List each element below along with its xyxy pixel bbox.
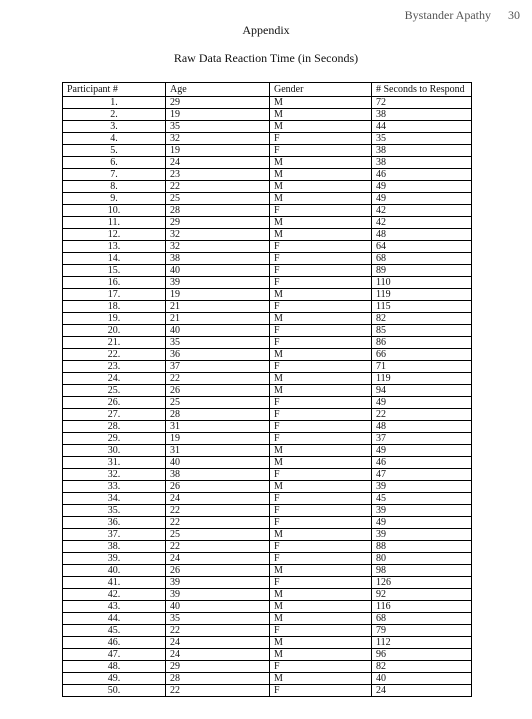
cell-age: 24 — [166, 157, 270, 169]
cell-participant: 36. — [63, 517, 166, 529]
cell-participant: 34. — [63, 493, 166, 505]
cell-participant: 25. — [63, 385, 166, 397]
cell-age: 25 — [166, 397, 270, 409]
cell-age: 25 — [166, 193, 270, 205]
cell-gender: F — [270, 421, 372, 433]
cell-age: 22 — [166, 685, 270, 697]
cell-seconds: 49 — [372, 445, 472, 457]
cell-participant: 29. — [63, 433, 166, 445]
cell-gender: M — [270, 217, 372, 229]
cell-age: 29 — [166, 97, 270, 109]
cell-gender: M — [270, 649, 372, 661]
cell-seconds: 98 — [372, 565, 472, 577]
cell-participant: 9. — [63, 193, 166, 205]
cell-gender: M — [270, 385, 372, 397]
table-row — [63, 265, 472, 277]
cell-gender: F — [270, 277, 372, 289]
cell-seconds: 49 — [372, 397, 472, 409]
cell-age: 37 — [166, 361, 270, 373]
cell-seconds: 119 — [372, 373, 472, 385]
cell-age: 19 — [166, 289, 270, 301]
cell-participant: 23. — [63, 361, 166, 373]
table-row — [63, 649, 472, 661]
cell-seconds: 35 — [372, 133, 472, 145]
table-row — [63, 445, 472, 457]
cell-gender: M — [270, 181, 372, 193]
cell-seconds: 115 — [372, 301, 472, 313]
table-row — [63, 433, 472, 445]
cell-age: 22 — [166, 625, 270, 637]
cell-gender: F — [270, 253, 372, 265]
cell-seconds: 79 — [372, 625, 472, 637]
cell-seconds: 38 — [372, 145, 472, 157]
cell-gender: M — [270, 313, 372, 325]
cell-age: 35 — [166, 613, 270, 625]
cell-participant: 41. — [63, 577, 166, 589]
cell-gender: M — [270, 529, 372, 541]
cell-age: 24 — [166, 649, 270, 661]
cell-participant: 42. — [63, 589, 166, 601]
cell-age: 28 — [166, 409, 270, 421]
cell-participant: 39. — [63, 553, 166, 565]
cell-gender: M — [270, 589, 372, 601]
table-row — [63, 481, 472, 493]
cell-age: 19 — [166, 109, 270, 121]
cell-age: 19 — [166, 433, 270, 445]
cell-participant: 33. — [63, 481, 166, 493]
cell-seconds: 64 — [372, 241, 472, 253]
cell-age: 38 — [166, 253, 270, 265]
table-row — [63, 529, 472, 541]
cell-participant: 30. — [63, 445, 166, 457]
table-row — [63, 289, 472, 301]
cell-seconds: 38 — [372, 109, 472, 121]
cell-seconds: 42 — [372, 205, 472, 217]
table-row — [63, 229, 472, 241]
cell-gender: F — [270, 685, 372, 697]
cell-seconds: 112 — [372, 637, 472, 649]
cell-gender: M — [270, 121, 372, 133]
table-row — [63, 217, 472, 229]
cell-gender: F — [270, 133, 372, 145]
cell-seconds: 110 — [372, 277, 472, 289]
cell-seconds: 46 — [372, 169, 472, 181]
cell-age: 35 — [166, 337, 270, 349]
cell-participant: 44. — [63, 613, 166, 625]
cell-gender: F — [270, 661, 372, 673]
cell-gender: M — [270, 373, 372, 385]
cell-gender: M — [270, 97, 372, 109]
table-row — [63, 109, 472, 121]
cell-age: 39 — [166, 577, 270, 589]
cell-age: 22 — [166, 373, 270, 385]
table-row — [63, 565, 472, 577]
cell-seconds: 37 — [372, 433, 472, 445]
cell-age: 24 — [166, 553, 270, 565]
cell-seconds: 126 — [372, 577, 472, 589]
column-header-gender: Gender — [270, 83, 372, 97]
cell-seconds: 116 — [372, 601, 472, 613]
table-row — [63, 517, 472, 529]
cell-gender: M — [270, 445, 372, 457]
cell-age: 21 — [166, 301, 270, 313]
table-row — [63, 361, 472, 373]
table-row — [63, 241, 472, 253]
table-row — [63, 373, 472, 385]
table-row — [63, 325, 472, 337]
cell-age: 19 — [166, 145, 270, 157]
cell-gender: M — [270, 637, 372, 649]
cell-participant: 24. — [63, 373, 166, 385]
cell-gender: F — [270, 505, 372, 517]
cell-participant: 50. — [63, 685, 166, 697]
column-header-participant: Participant # — [63, 83, 166, 97]
table-row — [63, 661, 472, 673]
cell-age: 22 — [166, 541, 270, 553]
table-row — [63, 469, 472, 481]
cell-gender: F — [270, 409, 372, 421]
cell-age: 29 — [166, 217, 270, 229]
table-row — [63, 385, 472, 397]
cell-seconds: 40 — [372, 673, 472, 685]
cell-gender: M — [270, 169, 372, 181]
cell-participant: 6. — [63, 157, 166, 169]
cell-seconds: 48 — [372, 229, 472, 241]
cell-age: 21 — [166, 313, 270, 325]
cell-seconds: 39 — [372, 505, 472, 517]
cell-seconds: 94 — [372, 385, 472, 397]
table-row — [63, 313, 472, 325]
cell-participant: 47. — [63, 649, 166, 661]
page-number: 30 — [508, 8, 520, 22]
cell-participant: 27. — [63, 409, 166, 421]
cell-seconds: 39 — [372, 529, 472, 541]
cell-age: 40 — [166, 457, 270, 469]
cell-participant: 15. — [63, 265, 166, 277]
cell-seconds: 89 — [372, 265, 472, 277]
cell-participant: 5. — [63, 145, 166, 157]
table-row — [63, 625, 472, 637]
cell-age: 28 — [166, 673, 270, 685]
cell-age: 24 — [166, 637, 270, 649]
cell-age: 32 — [166, 241, 270, 253]
cell-gender: F — [270, 553, 372, 565]
cell-participant: 12. — [63, 229, 166, 241]
table-row — [63, 673, 472, 685]
cell-gender: M — [270, 565, 372, 577]
table-row — [63, 589, 472, 601]
appendix-heading: Appendix — [242, 23, 290, 37]
cell-age: 29 — [166, 661, 270, 673]
table-row — [63, 553, 472, 565]
table-row — [63, 181, 472, 193]
cell-seconds: 24 — [372, 685, 472, 697]
cell-gender: F — [270, 577, 372, 589]
cell-age: 23 — [166, 169, 270, 181]
cell-participant: 16. — [63, 277, 166, 289]
cell-seconds: 68 — [372, 613, 472, 625]
cell-age: 24 — [166, 493, 270, 505]
running-head — [405, 8, 520, 23]
cell-seconds: 119 — [372, 289, 472, 301]
table-row — [63, 505, 472, 517]
cell-gender: F — [270, 337, 372, 349]
table-row — [63, 253, 472, 265]
cell-participant: 3. — [63, 121, 166, 133]
cell-gender: M — [270, 673, 372, 685]
cell-participant: 19. — [63, 313, 166, 325]
cell-participant: 2. — [63, 109, 166, 121]
cell-seconds: 49 — [372, 517, 472, 529]
cell-gender: M — [270, 109, 372, 121]
cell-gender: F — [270, 541, 372, 553]
cell-seconds: 39 — [372, 481, 472, 493]
table-row — [63, 409, 472, 421]
cell-gender: M — [270, 157, 372, 169]
column-header-age: Age — [166, 83, 270, 97]
cell-age: 40 — [166, 265, 270, 277]
table-row — [63, 601, 472, 613]
cell-participant: 13. — [63, 241, 166, 253]
cell-seconds: 38 — [372, 157, 472, 169]
table-row — [63, 97, 472, 109]
cell-participant: 20. — [63, 325, 166, 337]
table-row — [63, 397, 472, 409]
cell-gender: M — [270, 601, 372, 613]
table-row — [63, 577, 472, 589]
cell-participant: 45. — [63, 625, 166, 637]
cell-age: 40 — [166, 325, 270, 337]
cell-gender: M — [270, 229, 372, 241]
table-row — [63, 457, 472, 469]
cell-participant: 35. — [63, 505, 166, 517]
cell-seconds: 22 — [372, 409, 472, 421]
table-row — [63, 157, 472, 169]
cell-gender: F — [270, 361, 372, 373]
cell-participant: 38. — [63, 541, 166, 553]
cell-seconds: 49 — [372, 181, 472, 193]
table-row — [63, 349, 472, 361]
table-row — [63, 145, 472, 157]
cell-age: 26 — [166, 385, 270, 397]
cell-age: 25 — [166, 529, 270, 541]
table-row — [63, 277, 472, 289]
cell-seconds: 49 — [372, 193, 472, 205]
cell-age: 36 — [166, 349, 270, 361]
table-row — [63, 121, 472, 133]
cell-participant: 10. — [63, 205, 166, 217]
cell-participant: 7. — [63, 169, 166, 181]
table-header-row — [63, 83, 472, 97]
cell-age: 31 — [166, 421, 270, 433]
cell-age: 40 — [166, 601, 270, 613]
cell-gender: F — [270, 625, 372, 637]
cell-participant: 28. — [63, 421, 166, 433]
cell-gender: M — [270, 349, 372, 361]
table-row — [63, 637, 472, 649]
cell-gender: F — [270, 265, 372, 277]
cell-participant: 43. — [63, 601, 166, 613]
cell-age: 35 — [166, 121, 270, 133]
cell-seconds: 85 — [372, 325, 472, 337]
column-header-seconds: # Seconds to Respond — [372, 83, 472, 97]
cell-gender: F — [270, 325, 372, 337]
cell-seconds: 82 — [372, 661, 472, 673]
raw-data-table — [62, 82, 472, 697]
cell-gender: F — [270, 241, 372, 253]
table-row — [63, 133, 472, 145]
cell-seconds: 68 — [372, 253, 472, 265]
table-row — [63, 337, 472, 349]
cell-participant: 1. — [63, 97, 166, 109]
cell-age: 26 — [166, 481, 270, 493]
cell-participant: 8. — [63, 181, 166, 193]
cell-participant: 40. — [63, 565, 166, 577]
cell-age: 39 — [166, 589, 270, 601]
cell-gender: F — [270, 397, 372, 409]
cell-participant: 4. — [63, 133, 166, 145]
table-row — [63, 685, 472, 697]
cell-age: 26 — [166, 565, 270, 577]
table-row — [63, 193, 472, 205]
cell-seconds: 46 — [372, 457, 472, 469]
cell-seconds: 80 — [372, 553, 472, 565]
cell-gender: F — [270, 469, 372, 481]
cell-gender: M — [270, 613, 372, 625]
cell-seconds: 48 — [372, 421, 472, 433]
cell-age: 38 — [166, 469, 270, 481]
cell-seconds: 47 — [372, 469, 472, 481]
cell-seconds: 72 — [372, 97, 472, 109]
cell-age: 32 — [166, 229, 270, 241]
cell-participant: 17. — [63, 289, 166, 301]
cell-gender: F — [270, 145, 372, 157]
table-row — [63, 421, 472, 433]
table-row — [63, 541, 472, 553]
table-row — [63, 169, 472, 181]
cell-seconds: 88 — [372, 541, 472, 553]
cell-seconds: 66 — [372, 349, 472, 361]
cell-seconds: 92 — [372, 589, 472, 601]
cell-gender: F — [270, 301, 372, 313]
cell-seconds: 96 — [372, 649, 472, 661]
cell-age: 22 — [166, 505, 270, 517]
cell-participant: 22. — [63, 349, 166, 361]
cell-participant: 18. — [63, 301, 166, 313]
cell-gender: M — [270, 457, 372, 469]
cell-seconds: 42 — [372, 217, 472, 229]
cell-seconds: 71 — [372, 361, 472, 373]
cell-gender: M — [270, 481, 372, 493]
table-row — [63, 613, 472, 625]
cell-participant: 31. — [63, 457, 166, 469]
cell-gender: F — [270, 493, 372, 505]
cell-age: 32 — [166, 133, 270, 145]
table-title: Raw Data Reaction Time (in Seconds) — [173, 51, 359, 65]
cell-participant: 26. — [63, 397, 166, 409]
cell-participant: 11. — [63, 217, 166, 229]
cell-gender: F — [270, 205, 372, 217]
cell-gender: F — [270, 433, 372, 445]
table-row — [63, 301, 472, 313]
cell-participant: 46. — [63, 637, 166, 649]
running-head-title: Bystander Apathy — [404, 8, 491, 22]
cell-age: 22 — [166, 181, 270, 193]
cell-participant: 48. — [63, 661, 166, 673]
table-row — [63, 493, 472, 505]
cell-seconds: 44 — [372, 121, 472, 133]
cell-age: 28 — [166, 205, 270, 217]
cell-age: 31 — [166, 445, 270, 457]
cell-participant: 21. — [63, 337, 166, 349]
cell-age: 22 — [166, 517, 270, 529]
cell-seconds: 45 — [372, 493, 472, 505]
table-body — [63, 97, 472, 697]
cell-gender: M — [270, 193, 372, 205]
cell-participant: 14. — [63, 253, 166, 265]
cell-participant: 49. — [63, 673, 166, 685]
cell-age: 39 — [166, 277, 270, 289]
cell-seconds: 82 — [372, 313, 472, 325]
cell-gender: F — [270, 517, 372, 529]
cell-participant: 32. — [63, 469, 166, 481]
cell-participant: 37. — [63, 529, 166, 541]
cell-gender: M — [270, 289, 372, 301]
cell-seconds: 86 — [372, 337, 472, 349]
table-row — [63, 205, 472, 217]
